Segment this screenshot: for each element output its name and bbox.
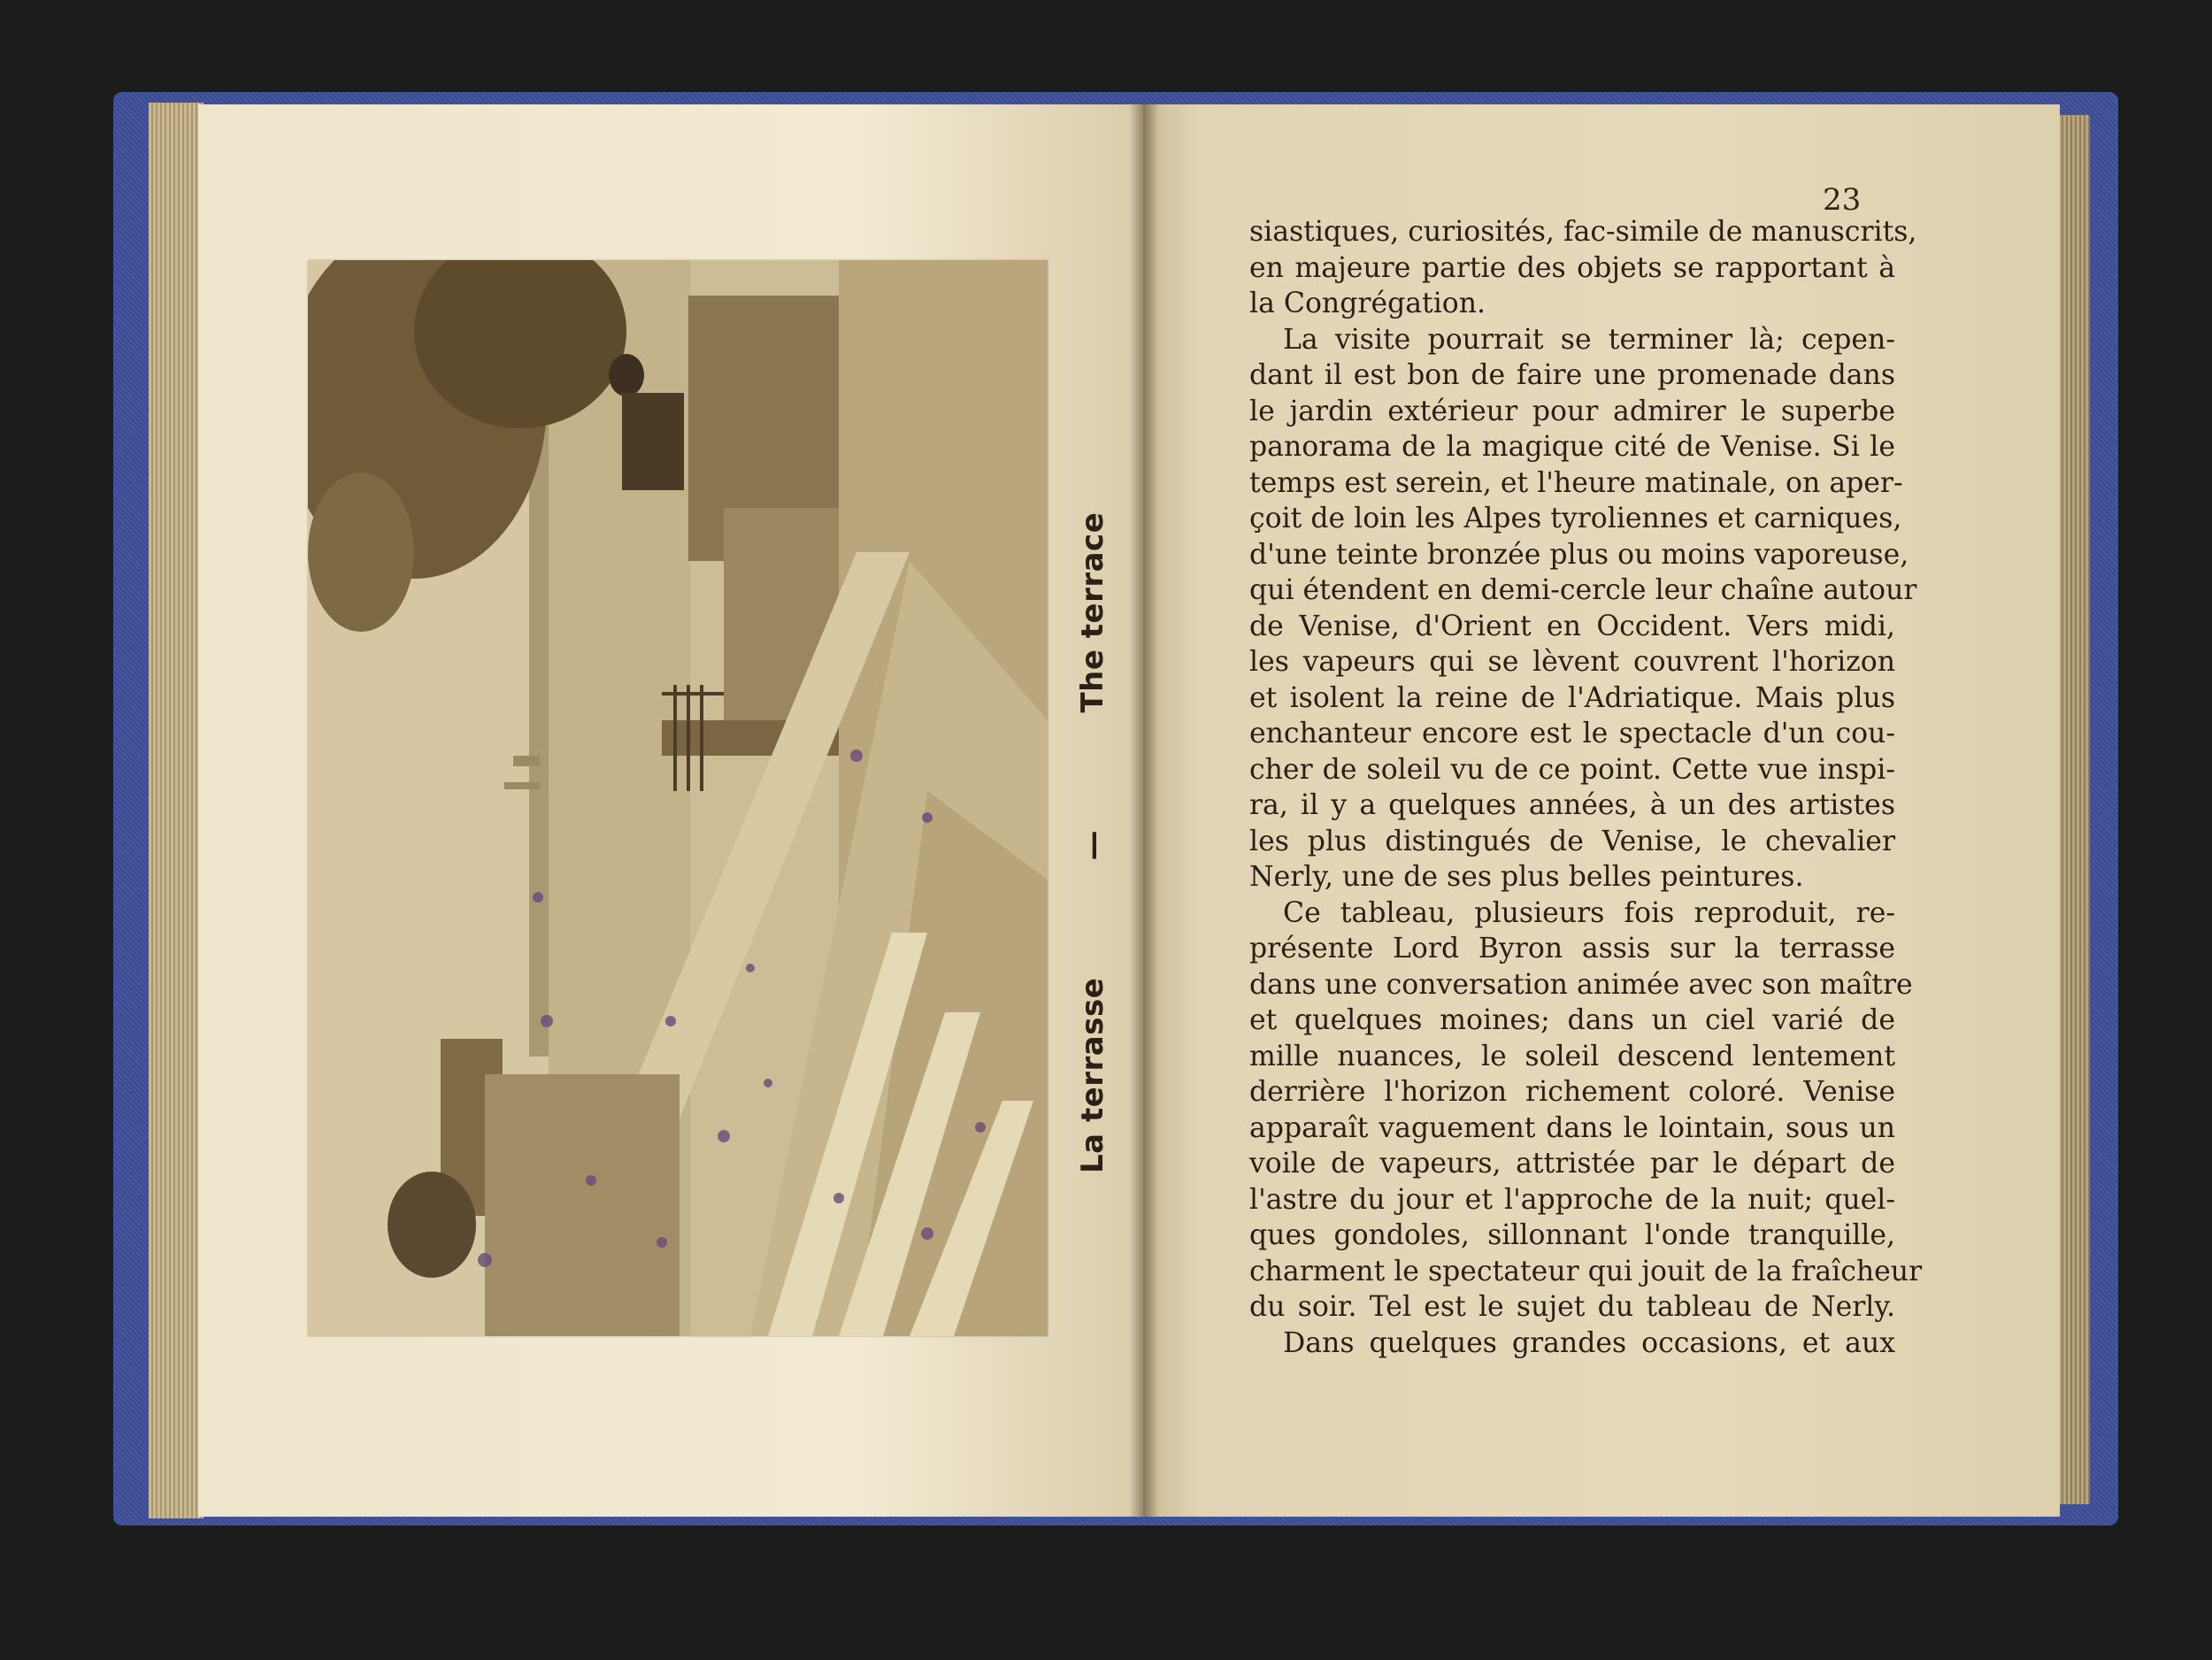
text-line: ques gondoles, sillonnant l'onde tranquille, [1249, 1219, 1895, 1251]
text-line: panorama de la magique cité de Venise. Si le [1249, 431, 1895, 463]
right-page-edges [2055, 115, 2090, 1504]
text-line: et isolent la reine de l'Adriatique. Mais plus [1249, 681, 1895, 714]
text-line: du soir. Tel est le sujet du tableau de Nerly. [1249, 1291, 1895, 1323]
text-line: dans une conversation animée avec son maître [1249, 968, 1913, 1001]
page-number: 23 [1823, 182, 1862, 218]
text-line: mille nuances, le soleil descend lentement [1249, 1040, 1895, 1072]
text-line: le jardin extérieur pour admirer le superbe [1249, 395, 1895, 427]
caption-english: The terrace [1075, 511, 1110, 713]
left-page-edges [149, 103, 204, 1518]
text-line: Dans quelques grandes occasions, et aux [1283, 1326, 1895, 1359]
text-line: de Venise, d'Orient en Occident. Vers midi, [1249, 610, 1895, 642]
text-line: temps est serein, et l'heure matinale, on aper- [1249, 466, 1903, 499]
text-line: Nerly, une de ses plus belles peintures. [1249, 861, 1804, 893]
caption-french: La terrasse [1075, 977, 1110, 1173]
text-line: les plus distingués de Venise, le chevalier [1249, 825, 1895, 857]
text-line: présente Lord Byron assis sur la terrasse [1249, 933, 1895, 964]
text-line: derrière l'horizon richement coloré. Venise [1249, 1076, 1895, 1108]
text-line: la Congrégation. [1249, 288, 1486, 319]
text-line: çoit de loin les Alpes tyroliennes et carniques, [1249, 503, 1902, 534]
text-line: charment le spectateur qui jouit de la fraîcheur [1249, 1255, 1923, 1287]
book-gutter [1129, 104, 1159, 1517]
text-line: les vapeurs qui se lèvent couvrent l'horizon [1249, 646, 1895, 678]
text-line: en majeure partie des objets se rapportant à [1249, 251, 1895, 284]
text-line: dant il est bon de faire une promenade dans [1249, 359, 1895, 391]
terrace-photograph [308, 260, 1048, 1336]
text-line: enchanteur encore est le spectacle d'un cou- [1249, 718, 1895, 749]
text-line: Ce tableau, plusieurs fois reproduit, re- [1283, 896, 1895, 929]
text-line: ra, il y a quelques années, à un des artistes [1249, 789, 1895, 821]
text-line: apparaît vaguement dans le lointain, sous un [1249, 1111, 1895, 1144]
text-line: l'astre du jour et l'approche de la nuit; quel- [1249, 1183, 1895, 1216]
photo-caption [1075, 512, 1110, 1173]
text-line: voile de vapeurs, attristée par le départ de [1249, 1148, 1895, 1180]
text-line: qui étendent en demi-cercle leur chaîne autour [1249, 574, 1917, 606]
text-line: d'une teinte bronzée plus ou moins vaporeuse, [1249, 538, 1909, 571]
text-line: et quelques moines; dans un ciel varié de [1249, 1004, 1895, 1036]
caption-separator: — [1075, 829, 1110, 861]
text-line: La visite pourrait se terminer là; cepen- [1283, 323, 1895, 356]
text-line: cher de soleil vu de ce point. Cette vue inspi- [1249, 753, 1895, 786]
text-line: siastiques, curiosités, fac-simile de manuscrits, [1249, 216, 1917, 248]
body-text [1249, 214, 1923, 1361]
